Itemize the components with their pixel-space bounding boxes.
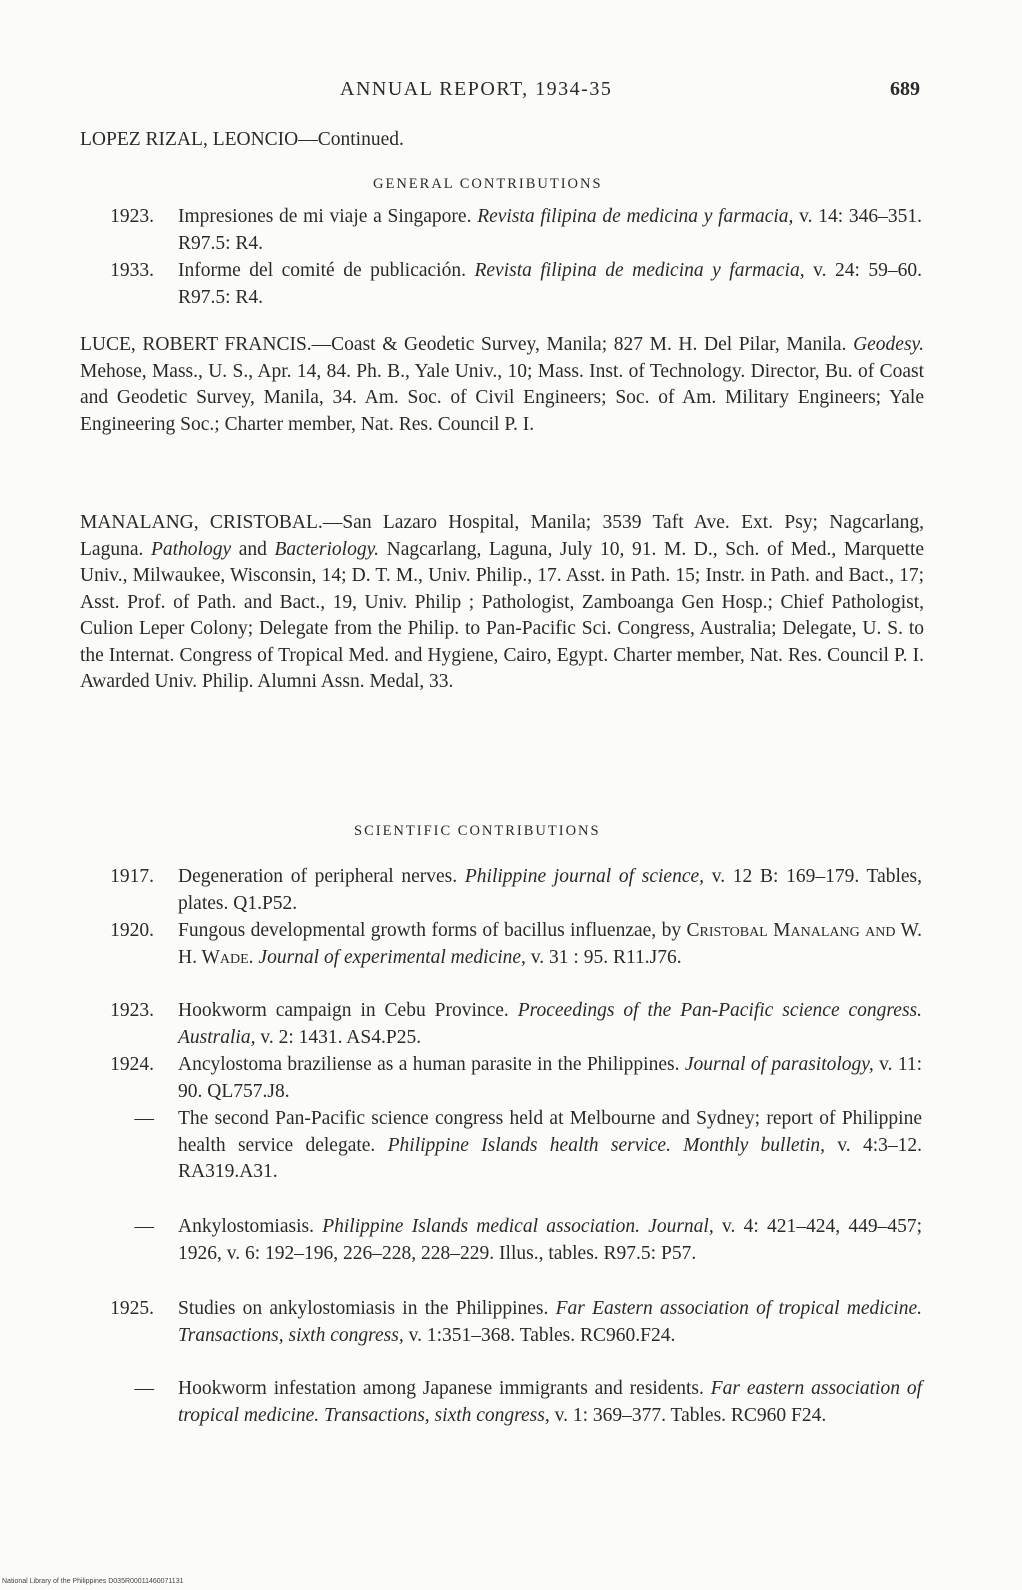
citation-details: v. 1:351–368. Tables. RC960.F24. — [408, 1324, 676, 1346]
manalang-field-1: Pathology — [150, 538, 232, 560]
manalang-c2-year: 1920. — [110, 920, 154, 941]
lopez-name: LOPEZ RIZAL, LEONCIO—Continued. — [80, 129, 404, 150]
manalang-field-and: and — [238, 538, 267, 560]
citation-details: v. 4: 421–424, 449–457; 1926, v. 6: 192–196, 226–228, 228–229. Illus., tables. R97.5: P57. — [178, 1216, 923, 1264]
citation-title: Hookworm campaign in Cebu Province. — [178, 1000, 509, 1021]
manalang-field-2: Bacteriology. — [274, 538, 380, 560]
citation-details: v. 12 B: 169–179. Tables, plates. Q1.P52. — [178, 866, 923, 914]
citation-details: v. 2: 1431. AS4.P25. — [260, 1026, 422, 1048]
citation-title: The second Pan-Pacific science congress held at Melbourne and Sydney; report of Philippine health service delegate. — [178, 1108, 922, 1156]
manalang-c1-year: 1917. — [110, 866, 154, 887]
citation-journal: Far Eastern association of tropical medicine. Transactions, sixth congress, — [178, 1298, 922, 1346]
citation-journal: Philippine Islands health service. Monthly bulletin, — [387, 1134, 825, 1156]
citation-journal: Philippine journal of science, — [464, 866, 705, 887]
luce-name: LUCE, ROBERT FRANCIS. — [80, 334, 312, 355]
lopez-item-1-year: 1923. — [110, 206, 154, 227]
lopez-item-2 — [178, 258, 922, 311]
citation-journal: Philippine Islands medical association. Journal, — [322, 1216, 714, 1237]
page-header — [0, 78, 1022, 102]
citation-journal: Journal of experimental medicine, — [258, 946, 526, 968]
lopez-section-title: GENERAL CONTRIBUTIONS — [373, 176, 603, 192]
manalang-section-title: SCIENTIFIC CONTRIBUTIONS — [354, 823, 601, 839]
manalang-c5 — [178, 1106, 922, 1186]
lopez-item-1 — [178, 204, 922, 257]
luce-bio-b: Mehose, Mass., U. S., Apr. 14, 84. Ph. B., Yale Univ., 10; Mass. Inst. of Technology. Director, Bu. of Coast and Geodetic Survey, Manila, 34. Am. Soc. of Civil Engineers; Soc. of Am. Military Engineers; Yale Engineering Soc.; Charter member, Nat. Res. Council P. I. — [80, 360, 924, 435]
citation-title: Informe del comité de publicación. — [178, 260, 466, 281]
manalang-c7 — [178, 1296, 922, 1349]
citation-journal: Revista filipina de medicina y farmacia, — [477, 206, 794, 227]
manalang-c3-year: 1923. — [110, 1000, 154, 1021]
citation-title: Degeneration of peripheral nerves. — [178, 866, 458, 887]
manalang-c8 — [178, 1376, 922, 1429]
citation-title: Studies on ankylostomiasis in the Philippines. — [178, 1298, 549, 1319]
citation-title: Impresiones de mi viaje a Singapore. — [178, 206, 472, 227]
citation-details: v. 24: 59–60. R97.5: R4. — [178, 260, 923, 308]
citation-journal: Journal of parasitology, — [684, 1054, 874, 1075]
citation-title: Ancylostoma braziliense as a human parasite in the Philippines. — [178, 1054, 680, 1075]
manalang-c8-year: — — [134, 1378, 154, 1399]
citation-journal: Proceedings of the Pan-Pacific science congress. Australia, — [178, 1000, 922, 1048]
manalang-bio-b: Nagcarlang, Laguna, July 10, 91. M. D., Sch. of Med., Marquette Univ., Milwaukee, Wisconsin, 14; D. T. M., Univ. Philip., 17. Asst. in Path. 15; Instr. in Path. and Bact., 17; Asst. Prof. of Path. and Bact., 19, Univ. Philip ; Pathologist, Zamboanga Gen Hosp.; Chief Pathologist, Culion Leper Colony; Delegate from the Philip. to Pan-Pacific Sci. Congress, Australia; Delegate, U. S. to the Internat. Congress of Tropical Med. and Hygiene, Cairo, Egypt. Charter member, Nat. Res. Council P. I. Awarded Univ. Philip. Alumni Assn. Medal, 33. — [80, 538, 925, 692]
citation-title: Ankylostomiasis. — [178, 1216, 314, 1237]
manalang-name: MANALANG, CRISTOBAL. — [80, 512, 323, 533]
citation-details: v. 31 : 95. R11.J76. — [530, 946, 682, 968]
citation-details: v. 14: 346–351. R97.5: R4. — [178, 206, 923, 254]
manalang-bio-a: —San Lazaro Hospital, Manila; 3539 Taft Ave. Ext. Psy; Nagcarlang, Laguna. — [80, 512, 924, 560]
manalang-entry — [80, 510, 924, 696]
page-number: 689 — [890, 78, 920, 100]
manalang-c2 — [178, 918, 922, 971]
manalang-c4 — [178, 1052, 922, 1105]
citation-journal: Far eastern association of tropical medicine. Transactions, sixth congress, — [178, 1378, 923, 1426]
citation-details: v. 1: 369–377. Tables. RC960 F24. — [554, 1404, 827, 1426]
citation-details: v. 11: 90. QL757.J8. — [178, 1054, 923, 1102]
luce-field: Geodesy. — [853, 334, 924, 355]
manalang-c1 — [178, 864, 922, 917]
citation-title: Hookworm infestation among Japanese immigrants and residents. — [178, 1378, 704, 1399]
lopez-heading — [80, 126, 404, 153]
manalang-c5-year: — — [134, 1108, 154, 1129]
luce-entry — [80, 332, 924, 438]
citation-authors: Cristobal Manalang and W. H. Wade. — [178, 920, 923, 968]
manalang-c4-year: 1924. — [110, 1054, 154, 1075]
citation-title: Fungous developmental growth forms of bacillus influenzae, by — [178, 920, 682, 941]
footer-imprint: National Library of the Philippines D035R00011460071131 — [2, 1578, 184, 1585]
manalang-c6 — [178, 1214, 922, 1267]
manalang-c6-year: — — [134, 1216, 154, 1237]
luce-bio-a: —Coast & Geodetic Survey, Manila; 827 M. H. Del Pilar, Manila. — [311, 334, 847, 355]
citation-details: v. 4:3–12. RA319.A31. — [178, 1134, 923, 1182]
manalang-c3 — [178, 998, 922, 1051]
citation-journal: Revista filipina de medicina y farmacia, — [474, 260, 805, 281]
running-title: ANNUAL REPORT, 1934-35 — [340, 78, 613, 100]
lopez-item-2-year: 1933. — [110, 260, 154, 281]
manalang-c7-year: 1925. — [110, 1298, 154, 1319]
